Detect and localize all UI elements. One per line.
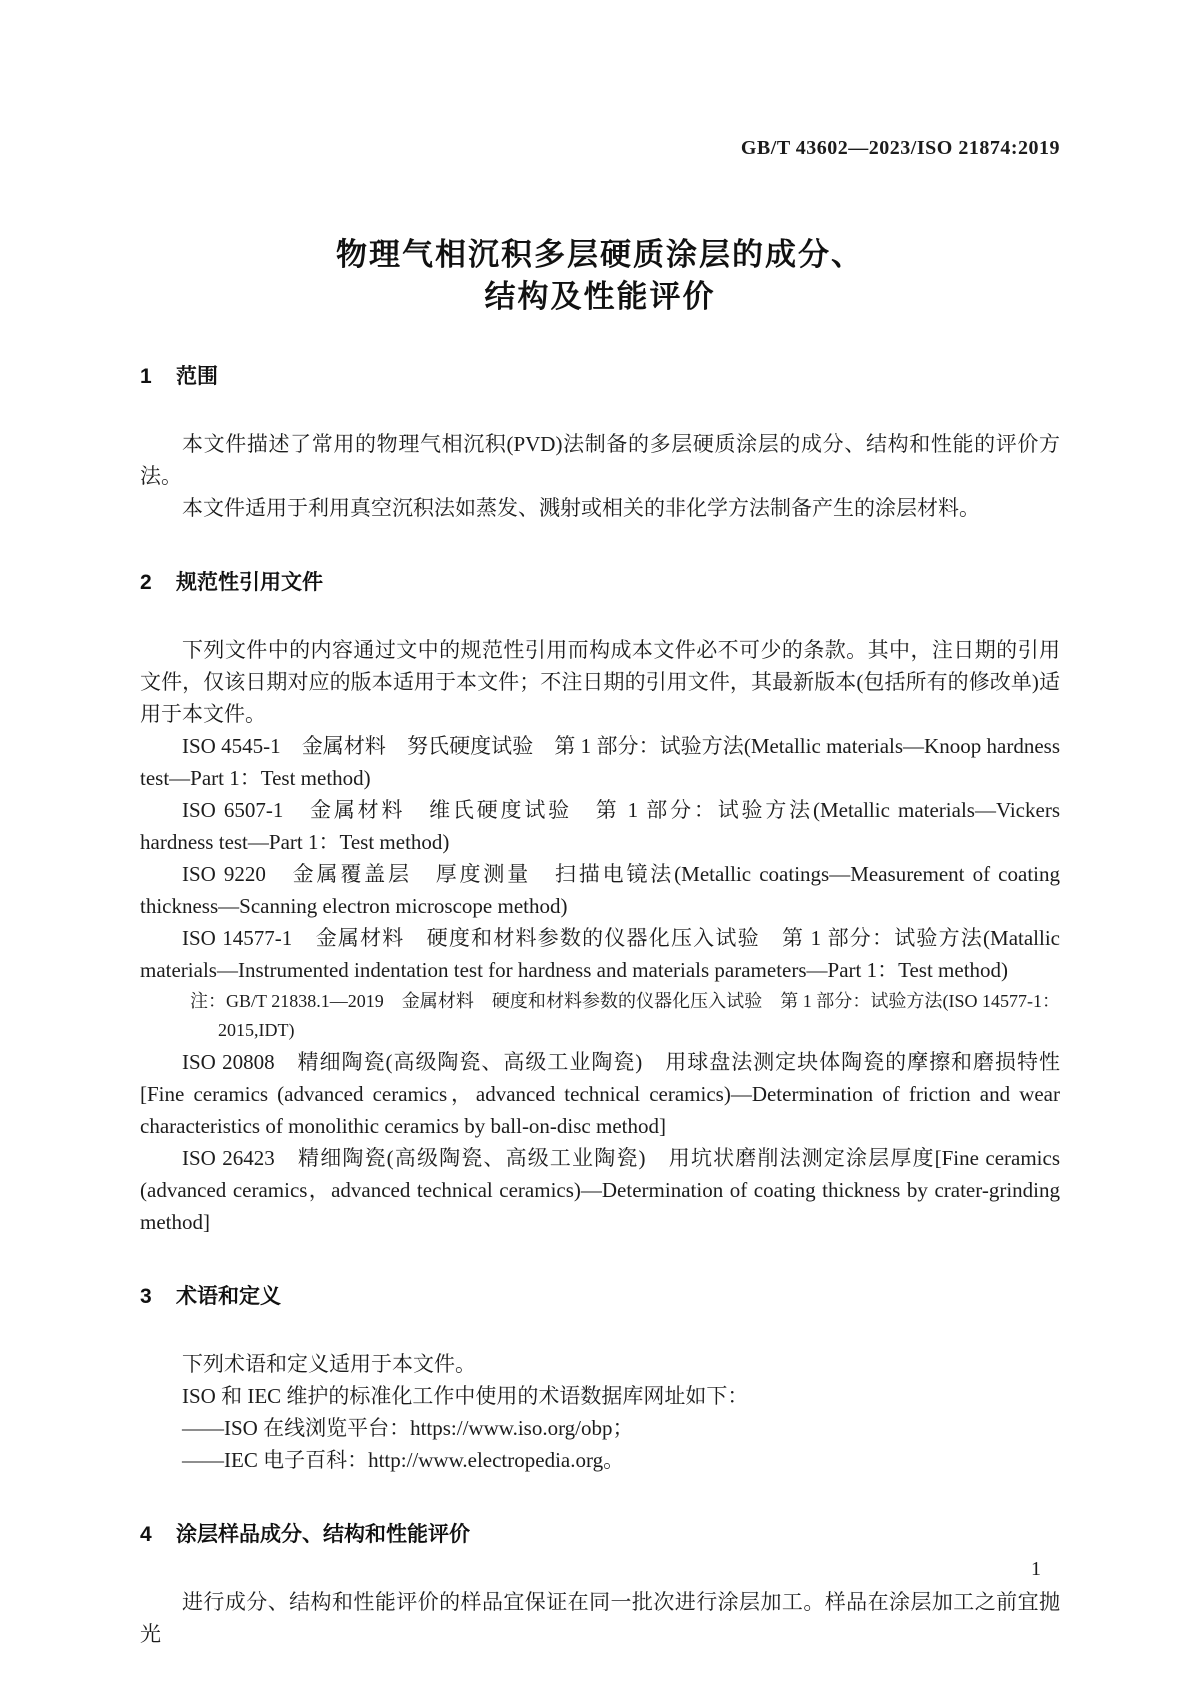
normative-reference-iso-26423: ISO 26423 精细陶瓷(高级陶瓷、高级工业陶瓷) 用坑状磨削法测定涂层厚度[Fine ceramics (advanced ceramics，advanced technical ceramics)—Determination of coating thickness by crater-grinding method] [140, 1146, 1060, 1234]
document-title [140, 234, 1060, 318]
section-3-heading [140, 1282, 1060, 1312]
section-2-heading [140, 568, 1060, 598]
section-1-paragraph-2: 本文件适用于利用真空沉积法如蒸发、溅射或相关的非化学方法制备产生的涂层材料。 [182, 496, 980, 520]
section-1-number: 1 [140, 365, 152, 388]
section-3-paragraph-1: 下列术语和定义适用于本文件。 [182, 1352, 476, 1376]
page-number: 1 [1031, 1558, 1041, 1580]
note-gbt-21838: 注：GB/T 21838.1—2019 金属材料 硬度和材料参数的仪器化压入试验 第 1 部分：试验方法(ISO 14577-1：2015,IDT) [190, 991, 1060, 1040]
normative-reference-iso-20808: ISO 20808 精细陶瓷(高级陶瓷、高级工业陶瓷) 用球盘法测定块体陶瓷的摩擦和磨损特性[Fine ceramics (advanced ceramics，advanced technical ceramics)—Determination of friction and wear characteristics of monolithic ceramics by ball-on-disc method] [140, 1050, 1060, 1138]
terminology-link-iec-electropedia: ——IEC 电子百科：http://www.electropedia.org。 [182, 1448, 625, 1472]
normative-reference-iso-14577-1: ISO 14577-1 金属材料 硬度和材料参数的仪器化压入试验 第 1 部分：试验方法(Matallic materials—Instrumented indentation test for hardness and materials parameters—Part 1：Test method) [140, 926, 1060, 982]
terminology-link-iso-obp: ——ISO 在线浏览平台：https://www.iso.org/obp； [182, 1416, 634, 1440]
section-1-heading-text: 范围 [176, 365, 218, 388]
normative-reference-iso-6507-1: ISO 6507-1 金属材料 维氏硬度试验 第 1 部分：试验方法(Metallic materials—Vickers hardness test—Part 1：Test method) [140, 798, 1060, 854]
section-1-paragraph-1: 本文件描述了常用的物理气相沉积(PVD)法制备的多层硬质涂层的成分、结构和性能的评价方法。 [140, 432, 1060, 488]
standard-number: GB/T 43602—2023/ISO 21874:2019 [740, 137, 1060, 159]
section-3-heading-text: 术语和定义 [176, 1285, 281, 1308]
section-2-heading-text: 规范性引用文件 [176, 571, 323, 594]
section-2-intro-paragraph: 下列文件中的内容通过文中的规范性引用而构成本文件必不可少的条款。其中，注日期的引用文件，仅该日期对应的版本适用于本文件；不注日期的引用文件，其最新版本(包括所有的修改单)适用于本文件。 [140, 638, 1060, 726]
section-3-paragraph-2: ISO 和 IEC 维护的标准化工作中使用的术语数据库网址如下： [182, 1384, 749, 1408]
section-4-heading-text: 涂层样品成分、结构和性能评价 [176, 1523, 470, 1546]
document-title-line2: 结构及性能评价 [484, 279, 716, 314]
normative-reference-iso-4545-1: ISO 4545-1 金属材料 努氏硬度试验 第 1 部分：试验方法(Metallic materials—Knoop hardness test—Part 1：Test method) [140, 734, 1060, 790]
section-4-number: 4 [140, 1523, 152, 1546]
section-2-number: 2 [140, 571, 152, 594]
section-1-heading [140, 362, 1060, 392]
section-4-paragraph-1: 进行成分、结构和性能评价的样品宜保证在同一批次进行涂层加工。样品在涂层加工之前宜抛光 [140, 1590, 1060, 1646]
document-title-line1: 物理气相沉积多层硬质涂层的成分、 [336, 237, 864, 272]
section-4-heading [140, 1520, 1060, 1550]
section-3-number: 3 [140, 1285, 152, 1308]
normative-reference-iso-9220: ISO 9220 金属覆盖层 厚度测量 扫描电镜法(Metallic coatings—Measurement of coating thickness—Scanning electron microscope method) [140, 862, 1060, 918]
